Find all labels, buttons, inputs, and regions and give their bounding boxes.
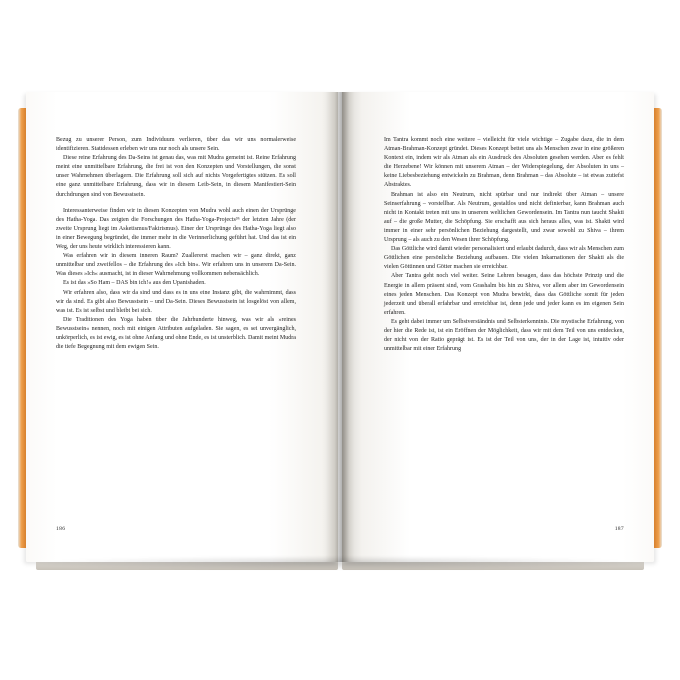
paragraph: Was erfahren wir in diesem inneren Raum? Zuallererst machen wir – ganz direkt, ganz unmittelbar und zweifellos – die Erfahrung des »Ich bin«. Wir erfahren uns in unserem Da-Sein. Was dieses »Ich« ausmacht, ist in dieser Wahrnehmung vollkommen nebensächlich. — [56, 253, 296, 278]
page-left-text-block — [56, 136, 296, 352]
book-drop-shadow — [40, 556, 640, 570]
open-book — [18, 92, 662, 570]
book-pages — [26, 92, 654, 564]
page-left — [26, 92, 338, 562]
page-right — [342, 92, 654, 562]
paragraph: Das Göttliche wird damit wieder personalisiert und erlaubt dadurch, dass wir als Menschen zum Göttlichen eine persönliche Beziehung aufbauen. Die vielen Inkarnationen der Shakti als die vielen Göttinnen und Götter machen sie erreichbar. — [384, 246, 624, 271]
paragraph: Die Traditionen des Yoga haben über die Jahrhunderte hinweg, was wir als »reines Bewusstsein« nennen, noch mit einigen Attributen aufgeladen. Sie sagen, es sei unvergänglich, unkörperlich, es ist ewig, es ist ohne Anfang und ohne Ende, es ist unsterblich. Damit meint Mudra die tiefe Begegnung mit dem ewigen Sein. — [56, 316, 296, 351]
paragraph: Bezug zu unserer Person, zum Individuum verlieren, über das wir uns normalerweise identifizieren. Stattdessen erleben wir uns nur noch als unsere Sein. — [56, 137, 296, 153]
page-right-text-block — [384, 136, 624, 354]
paragraph: Brahman ist also ein Neutrum, nicht spürbar und nur indirekt über Atman – unsere Seinserfahrung – vorstellbar. Als Neutrum, gestaltlos und nicht definierbar, kann Brahman auch nicht in Kontakt treten mit uns in unserem weltlichen Gewordensein. Im Tantra nun taucht Shakti auf – die große Mutter, die Schöpfung. Sie erschafft aus sich heraus alles, was ist. Shakti wird immer in einer sehr persönlichen Beziehung dargestellt, und zwar sowohl zu Shiva – ihrem Ursprung – als auch zu den Wesen ihrer Schöpfung. — [384, 191, 624, 244]
paragraph: Es ist das »So Ham – DAS bin ich!« aus den Upanishaden. — [63, 280, 206, 287]
paragraph: Aber Tantra geht noch viel weiter. Seine Lehren besagen, dass das höchste Prinzip und die Energie in allem präsent sind, vom Grashalm bis hin zu Shiva, vor allem aber im Gewordensein eines jeden Menschen. Das Konzept von Mudra bewirkt, dass das Göttliche somit für jeden jederzeit und überall erfahrbar und erreichbar ist, denn jede und jeder kann es im eigenen Sein erfahren. — [384, 273, 624, 316]
page-number-right: 187 — [614, 526, 624, 532]
paragraph: Diese reine Erfahrung des Da-Seins ist genau das, was mit Mudra gemeint ist. Reine Erfahrung meint eine unmittelbare Erfahrung, die frei ist von den Konzepten und Vorstellungen, die sonst unser Wahrnehmen überlagern. Die Erfahrung soll sich auf nichts Vorgefertigtes stützen. Es soll eine ganz unmittelbare Erfahrung, dass wir in diesem Leib-Sein, in diesem Manifestiert-Sein durchdrungen sind von Bewusstsein. — [56, 155, 296, 198]
paragraph: Wir erfahren also, dass wir da sind und dass es in uns eine Instanz gibt, die wahrnimmt, dass wir da sind. Es gibt also Bewusstsein – und Da-Sein. Dieses Bewusstsein ist losgelöst von allem, was ist. Es ist selbst und bleibt bei sich. — [56, 289, 296, 314]
paragraph: Im Tantra kommt noch eine weitere – vielleicht für viele wichtige – Zugabe dazu, die in dem Atman-Brahman-Konzept gründet. Dieses Konzept bettet uns als Menschen zwar in eine größeren Kontext ein, indem wir als Atman als ein Ausdruck des Absoluten gesehen werden. Aber es fehlt die Herzebene! Wir können mit unserem Atman – der Widerspiegelung, der Absoluten in uns – keine Liebesbeziehung entwickeln zu Brahman, denn Brahman – das Absolute – ist etwas zutiefst Abstraktes. — [384, 137, 624, 189]
page-number-left: 186 — [56, 526, 66, 532]
paragraph: Interessanterweise finden wir in diesen Konzepten von Mudra wohl auch einen der Ursprünge des Hatha-Yoga. Das zeigten die Forschungen des Hatha-Yoga-Projects³⁶ der letzten Jahre (der zweite Ursprung liegt im Asketismus/Fakirismus). Einer der Ursprünge des Hatha-Yoga liegt also in einer Bewegung begründet, die immer mehr in die Verinnerlichung geführt hat. Und das ist ein Weg, der uns heute wirklich interessieren kann. — [56, 207, 296, 251]
paragraph: Es geht dabei immer um Selbstverständnis und Selbsterkenntnis. Die mystische Erfahrung, von der hier die Rede ist, ist ein Eröffnen der Möglichkeit, dass wir mit dem Teil von uns entdecken, der nicht von der Ratio geprägt ist. Es ist der Teil von uns, der in der Lage ist, intuitiv oder unmittelbar mit einer Erfahrung — [384, 318, 624, 353]
